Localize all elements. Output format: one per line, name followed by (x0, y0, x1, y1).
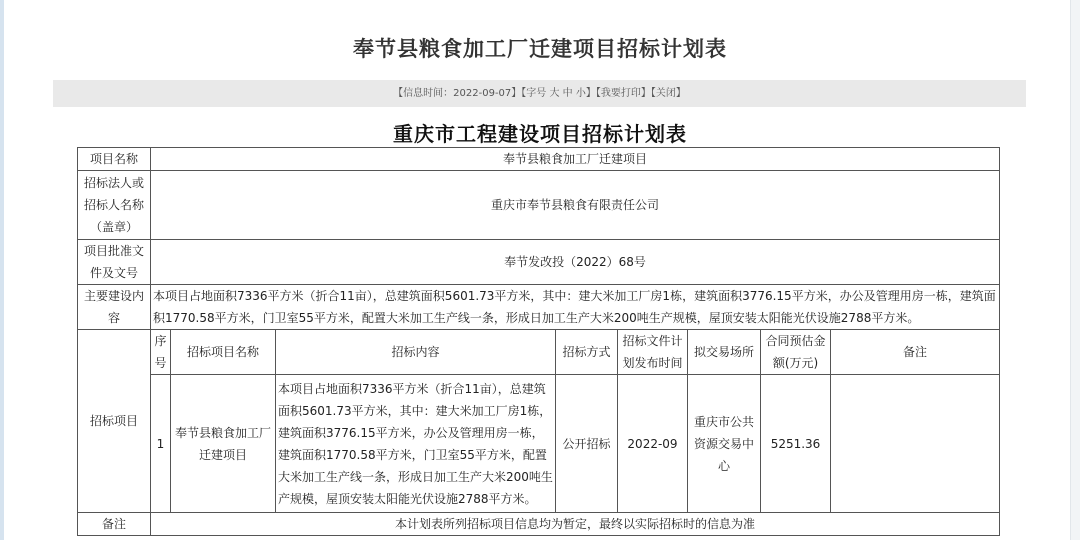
approval-label: 项目批准文件及文号 (78, 240, 151, 285)
table-row (78, 285, 1000, 330)
bidder-label: 招标法人或招标人名称（盖章） (78, 171, 151, 240)
table-header-row (78, 330, 1000, 375)
row-amount: 5251.36 (761, 375, 831, 513)
table-row (78, 240, 1000, 285)
table-row (78, 513, 1000, 536)
close-link[interactable]: 【关闭】 (650, 88, 686, 99)
table-row (78, 171, 1000, 240)
content-label: 主要建设内容 (78, 285, 151, 330)
table-row (78, 375, 1000, 513)
row-venue: 重庆市公共资源交易中心 (688, 375, 761, 513)
row-content: 本项目占地面积7336平方米（折合11亩），总建筑面积5601.73平方米，其中：建大米加工厂房1栋，建筑面积3776.15平方米，办公及管理用房一栋，建筑面积1770.58平方米，门卫室55平方米，配置大米加工生产线一条，形成日加工生产大米200吨生产规模，屋顶安装太阳能光伏设施2788平方米。 (276, 375, 556, 513)
content-value: 本项目占地面积7336平方米（折合11亩），总建筑面积5601.73平方米，其中：建大米加工厂房1栋，建筑面积3776.15平方米，办公及管理用房一栋，建筑面积1770.58平方米，门卫室55平方米，配置大米加工生产线一条，形成日加工生产大米200吨生产规模，屋顶安装太阳能光伏设施2788平方米。 (151, 285, 1000, 330)
header-content: 招标内容 (276, 330, 556, 375)
note-value: 本计划表所列招标项目信息均为暂定，最终以实际招标时的信息为准 (151, 513, 1000, 536)
font-size-prefix: 【字号 (521, 88, 550, 99)
bidder-value: 重庆市奉节县粮食有限责任公司 (151, 171, 1000, 240)
row-remark (831, 375, 1000, 513)
header-publish-time: 招标文件计划发布时间 (618, 330, 688, 375)
header-name: 招标项目名称 (171, 330, 276, 375)
header-venue: 拟交易场所 (688, 330, 761, 375)
row-name: 奉节县粮食加工厂迁建项目 (171, 375, 276, 513)
scrollbar-track[interactable] (1070, 0, 1080, 540)
print-link[interactable]: 【我要打印】 (595, 88, 651, 99)
plan-table (77, 147, 1000, 536)
header-seq: 序号 (151, 330, 171, 375)
font-size-small-link[interactable]: 小 (575, 88, 586, 99)
row-seq: 1 (151, 375, 171, 513)
info-date: 【信息时间：2022-09-07】 (393, 88, 522, 99)
header-remark: 备注 (831, 330, 1000, 375)
project-name-label: 项目名称 (78, 148, 151, 171)
page-title: 奉节县粮食加工厂迁建项目招标计划表 (353, 36, 727, 61)
font-size-suffix: 】 (585, 88, 596, 99)
document-heading: 重庆市工程建设项目招标计划表 (393, 122, 687, 146)
row-method: 公开招标 (556, 375, 618, 513)
bid-items-label: 招标项目 (78, 330, 151, 513)
font-size-medium-link[interactable]: 中 (562, 88, 573, 99)
row-publish-time: 2022-09 (618, 375, 688, 513)
header-method: 招标方式 (556, 330, 618, 375)
note-label: 备注 (78, 513, 151, 536)
table-row (78, 148, 1000, 171)
header-amount: 合同预估金额(万元) (761, 330, 831, 375)
approval-value: 奉节发改投（2022）68号 (151, 240, 1000, 285)
page-left-border (0, 0, 4, 540)
project-name-value: 奉节县粮食加工厂迁建项目 (151, 148, 1000, 171)
info-bar (53, 80, 1026, 107)
font-size-large-link[interactable]: 大 (549, 88, 560, 99)
